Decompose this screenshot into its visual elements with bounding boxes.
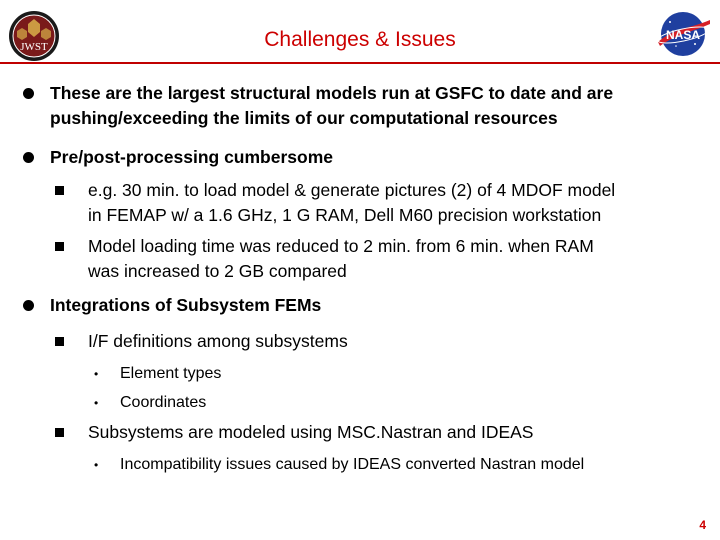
bullet-square-icon <box>55 428 64 437</box>
svg-text:JWST: JWST <box>20 41 48 53</box>
sub-sub-bullet-element-types: Element types <box>120 365 222 382</box>
sub-bullet-load-model-time: e.g. 30 min. to load model & generate pictures (2) of 4 MDOF model in FEMAP w/ a 1.6 GHz, 1 G RAM, Dell M60 precision workstation <box>88 180 616 225</box>
sub-sub-bullet-incompatibility: Incompatibility issues caused by IDEAS converted Nastran model <box>120 456 585 473</box>
bullet-square-icon <box>55 242 64 251</box>
bullet-dot-icon: • <box>94 396 99 410</box>
bullet-round-icon <box>23 300 34 311</box>
bullet-dot-icon: • <box>94 367 99 381</box>
nasa-meatball-icon <box>652 8 714 60</box>
bullet-largest-models: These are the largest structural models run at GSFC to date and are pushing/exceeding the limits of our computational resources <box>50 83 614 128</box>
sub-bullet-subsystems-modeled: Subsystems are modeled using MSC.Nastran and IDEAS <box>88 422 534 442</box>
sub-sub-bullet-coordinates: Coordinates <box>120 394 207 411</box>
page-number: 4 <box>699 518 706 532</box>
bullet-dot-icon: • <box>94 458 99 472</box>
bullet-round-icon <box>23 152 34 163</box>
slide-title: Challenges & Issues <box>264 28 456 51</box>
sub-bullet-loading-time-reduced: Model loading time was reduced to 2 min. from 6 min. when RAM was increased to 2 GB compared <box>88 236 594 281</box>
bullet-round-icon <box>23 88 34 99</box>
bullet-square-icon <box>55 186 64 195</box>
bullet-pre-post-processing: Pre/post-processing cumbersome <box>50 147 333 167</box>
sub-bullet-if-definitions: I/F definitions among subsystems <box>88 331 348 351</box>
title-divider <box>0 62 720 64</box>
svg-text:NASA: NASA <box>665 28 701 42</box>
bullet-integrations: Integrations of Subsystem FEMs <box>50 295 322 315</box>
bullet-square-icon <box>55 337 64 346</box>
